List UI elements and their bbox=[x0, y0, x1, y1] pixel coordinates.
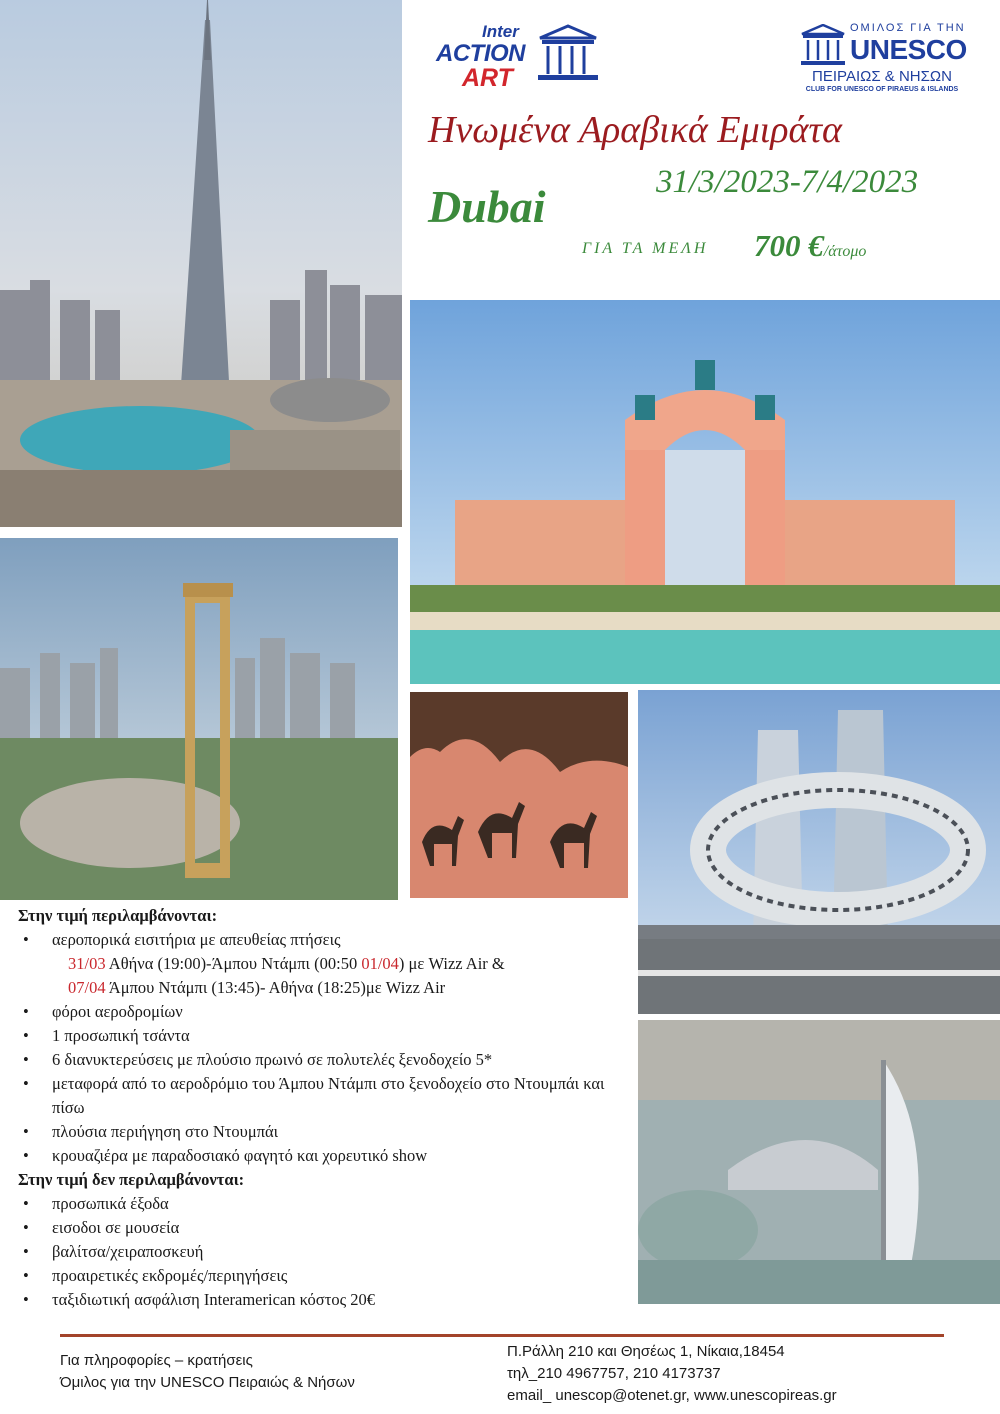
outbound-text-a: Αθήνα (19:00)-Άμπου Ντάμπι (00:50 bbox=[105, 954, 362, 973]
footer-org-line: Όμιλος για την UNESCO Πειραιώς & Νήσων bbox=[60, 1374, 355, 1391]
members-label: ΓΙΑ ΤΑ ΜΕΛΗ bbox=[582, 240, 709, 257]
address-line: Π.Ράλλη 210 και Θησέως 1, Νίκαια,18454 bbox=[507, 1343, 785, 1360]
unesco-club-line: CLUB FOR UNESCO OF PIRAEUS & ISLANDS bbox=[805, 86, 959, 93]
list-item: • κρουαζιέρα με παραδοσιακό φαγητό και χορευτικό show bbox=[52, 1144, 638, 1168]
not-included-list bbox=[18, 1192, 638, 1312]
logo-action-text: ACTION bbox=[436, 40, 525, 67]
list-item: • φόροι αεροδρομίων bbox=[52, 1000, 638, 1024]
list-item: • προαιρετικές εκδρομές/περιηγήσεις bbox=[52, 1264, 638, 1288]
city-name: Dubai bbox=[428, 181, 546, 232]
included-heading: Στην τιμή περιλαμβάνονται: bbox=[18, 906, 218, 925]
list-item: • 1 προσωπική τσάντα bbox=[52, 1024, 638, 1048]
dubai-frame-photo bbox=[0, 538, 398, 900]
outbound-arrival-date: 01/04 bbox=[361, 954, 399, 973]
flights-label: αεροπορικά εισιτήρια με απευθείας πτήσεις bbox=[52, 930, 341, 949]
list-item: • ταξιδιωτική ασφάλιση Interamerican κόστος 20€ bbox=[52, 1288, 638, 1312]
price-unit: /άτομο bbox=[823, 243, 867, 260]
return-text: Άμπου Ντάμπι (13:45)- Αθήνα (18:25)με Wizz Air bbox=[105, 978, 446, 997]
not-included-heading: Στην τιμή δεν περιλαμβάνονται: bbox=[18, 1170, 245, 1189]
unesco-word: UNESCO bbox=[850, 34, 967, 65]
atlantis-hotel-photo bbox=[410, 300, 1000, 684]
desert-camels-photo bbox=[410, 692, 628, 898]
footer-contact bbox=[60, 1350, 355, 1394]
logo-art-text: ART bbox=[462, 64, 513, 92]
list-item: • προσωπικά έξοδα bbox=[52, 1192, 638, 1216]
unesco-club-logo bbox=[798, 22, 966, 102]
outbound-date: 31/03 bbox=[68, 954, 106, 973]
temple-icon bbox=[536, 24, 600, 82]
page-title: Ηνωμένα Αραβικά Εμιράτα bbox=[428, 109, 842, 151]
trip-dates: 31/3/2023-7/4/2023 bbox=[656, 164, 919, 200]
list-item: • 6 διανυκτερεύσεις με πλούσιο πρωινό σε πολυτελές ξενοδοχείο 5* bbox=[52, 1048, 638, 1072]
outbound-flight bbox=[52, 952, 638, 976]
burj-khalifa-photo bbox=[0, 0, 402, 527]
unesco-temple-icon bbox=[800, 24, 846, 66]
footer-divider bbox=[60, 1334, 944, 1337]
burj-al-arab-photo bbox=[638, 1020, 1000, 1304]
price-amount: 700 € bbox=[754, 228, 824, 263]
return-flight bbox=[52, 976, 638, 1000]
list-item bbox=[52, 928, 638, 1000]
email-line: email_ unescop@otenet.gr, www.unescopireas.gr bbox=[507, 1387, 837, 1404]
trip-details bbox=[18, 904, 638, 1312]
logo-inter-text: Inter bbox=[482, 22, 519, 41]
list-item: • εισοδοι σε μουσεία bbox=[52, 1216, 638, 1240]
unesco-top-line: ΟΜΙΛΟΣ ΓΙΑ ΤΗΝ bbox=[850, 22, 966, 34]
interaction-art-logo bbox=[432, 20, 602, 98]
included-list bbox=[18, 928, 638, 1168]
footer-address bbox=[507, 1341, 837, 1407]
phone-line: τηλ_210 4967757, 210 4173737 bbox=[507, 1365, 721, 1382]
return-date: 07/04 bbox=[68, 978, 106, 997]
list-item: • πλούσια περιήγηση στο Ντουμπάι bbox=[52, 1120, 638, 1144]
price bbox=[754, 228, 866, 264]
list-item: • μεταφορά από το αεροδρόμιο του Άμπου Ντάμπι στο ξενοδοχείο στο Ντουμπάι και πίσω bbox=[52, 1072, 638, 1120]
list-item: • βαλίτσα/χειραποσκευή bbox=[52, 1240, 638, 1264]
unesco-sub-line: ΠΕΙΡΑΙΩΣ & ΝΗΣΩΝ bbox=[812, 68, 952, 85]
outbound-text-b: ) με Wizz Air & bbox=[398, 954, 505, 973]
museum-of-future-photo bbox=[638, 690, 1000, 1014]
footer-info-line: Για πληροφορίες – κρατήσεις bbox=[60, 1352, 253, 1369]
